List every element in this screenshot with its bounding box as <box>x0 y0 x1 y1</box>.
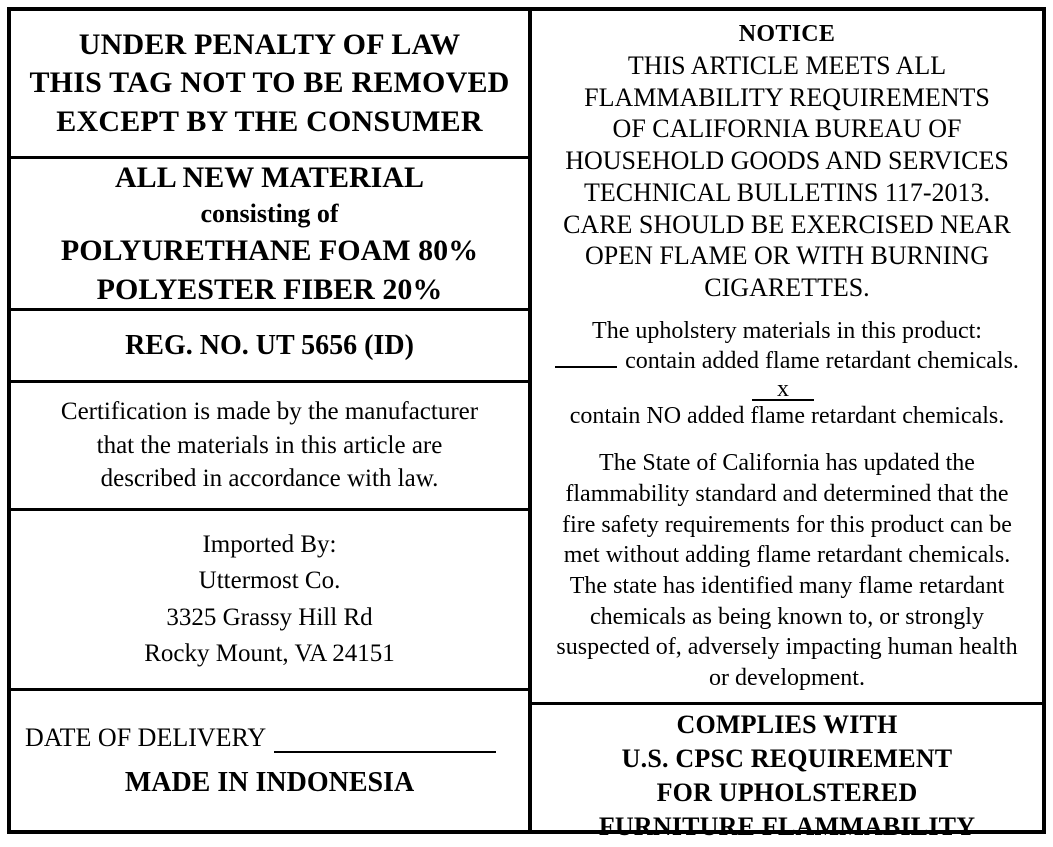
penalty-line-2: THIS TAG NOT TO BE REMOVED <box>29 66 510 100</box>
option-no-added-label: contain NO added flame retardant chemicals. <box>569 402 1005 429</box>
certification-line-3: described in accordance with law. <box>100 465 439 493</box>
complies-line-3: FOR UPHOLSTERED <box>656 777 918 807</box>
left-column <box>11 11 532 830</box>
complies-line-4: FURNITURE FLAMMABILITY <box>598 811 976 841</box>
penalty-line-1: UNDER PENALTY OF LAW <box>78 27 461 61</box>
notice-title: NOTICE <box>738 21 836 47</box>
right-column <box>532 11 1042 841</box>
date-of-delivery-input[interactable] <box>274 729 496 753</box>
notice-line-3: OF CALIFORNIA BUREAU OF <box>612 114 962 144</box>
importer-line-3: 3325 Grassy Hill Rd <box>166 603 373 631</box>
option-contains-label: contain added flame retardant chemicals. <box>625 347 1019 374</box>
checkbox-no-added[interactable]: x <box>752 377 814 401</box>
delivery-section <box>11 691 528 830</box>
registration-number: REG. NO. UT 5656 (ID) <box>125 329 414 361</box>
penalty-line-3: EXCEPT BY THE CONSUMER <box>56 104 483 138</box>
tag-border <box>7 7 1046 841</box>
date-of-delivery-row <box>25 723 514 753</box>
option-contains-flame-retardant[interactable] <box>546 346 1028 377</box>
registration-number-section <box>11 311 528 383</box>
material-item-fiber: POLYESTER FIBER 20% <box>96 272 443 306</box>
notice-line-2: FLAMMABILITY REQUIREMENTS <box>584 82 990 112</box>
notice-body <box>546 50 1028 304</box>
notice-line-6: CARE SHOULD BE EXERCISED NEAR <box>563 209 1011 239</box>
certification-line-2: that the materials in this article are <box>96 431 443 459</box>
importer-line-4: Rocky Mount, VA 24151 <box>144 639 395 667</box>
material-consisting-of: consisting of <box>200 199 339 229</box>
notice-line-7: OPEN FLAME OR WITH BURNING <box>585 241 989 271</box>
notice-line-5: TECHNICAL BULLETINS 117-2013. <box>583 177 991 207</box>
upholstery-intro: The upholstery materials in this product: <box>592 317 982 344</box>
penalty-of-law-section <box>11 11 528 159</box>
material-content-section <box>11 159 528 311</box>
certification-line-1: Certification is made by the manufacturer <box>60 397 479 425</box>
importer-line-2: Uttermost Co. <box>198 567 341 595</box>
complies-line-2: U.S. CPSC REQUIREMENT <box>621 744 953 774</box>
importer-section <box>11 511 528 691</box>
made-in-country: MADE IN INDONESIA <box>124 766 415 798</box>
material-heading: ALL NEW MATERIAL <box>115 161 424 195</box>
complies-line-1: COMPLIES WITH <box>676 710 898 740</box>
option-no-added-flame-retardant[interactable] <box>546 377 1028 432</box>
notice-line-1: THIS ARTICLE MEETS ALL <box>627 51 947 80</box>
notice-line-4: HOUSEHOLD GOODS AND SERVICES <box>565 146 1009 176</box>
cpsc-compliance-section <box>532 705 1042 847</box>
state-of-california-paragraph: The State of California has updated the flammability standard and determined that the fire safety requirements for this product can be met without adding flame retardant chemicals. The state has identified many flame retardant chemicals as being known to, or strongly suspected of, adversely impacting human health or development. <box>556 450 1018 692</box>
importer-line-1: Imported By: <box>202 531 337 558</box>
certification-section <box>11 383 528 511</box>
material-item-foam: POLYURETHANE FOAM 80% <box>60 233 479 267</box>
checkbox-contains-added[interactable] <box>555 346 617 368</box>
notice-section <box>532 11 1042 705</box>
date-of-delivery-label: DATE OF DELIVERY <box>25 722 267 752</box>
notice-line-8: CIGARETTES. <box>704 273 870 303</box>
